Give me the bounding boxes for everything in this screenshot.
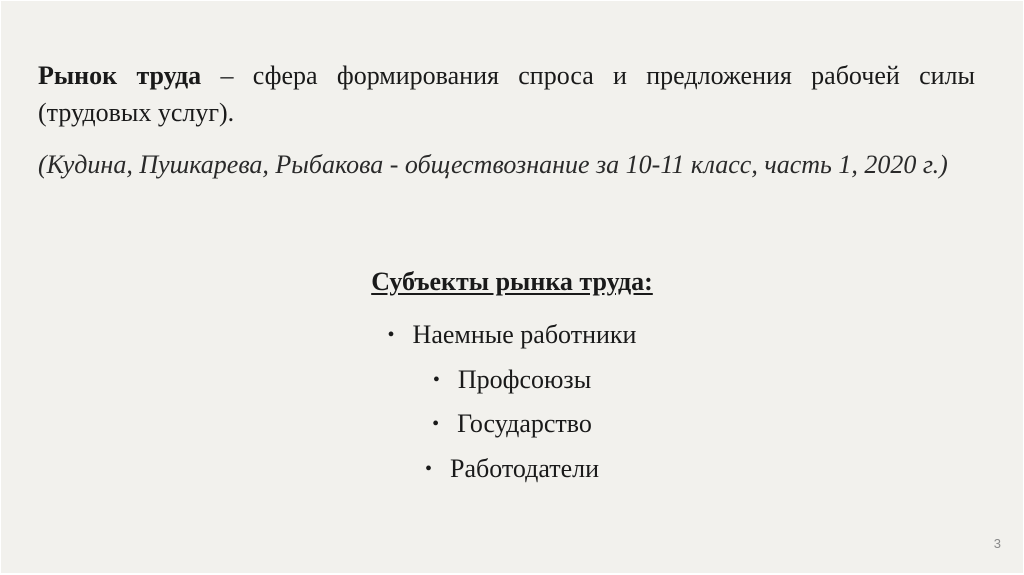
subjects-heading: Субъекты рынка труда: [371, 267, 653, 296]
list-item [1, 313, 1023, 358]
list-item-label: Профсоюзы [457, 364, 592, 394]
citation: (Кудина, Пушкарева, Рыбакова - обществознание за 10-11 класс, часть 1, 2020 г.) [38, 150, 948, 179]
page-number: 3 [993, 536, 1001, 551]
bullet-icon: • [432, 413, 440, 435]
definition-term: Рынок труда [38, 61, 202, 90]
list-item-label: Государство [457, 409, 592, 438]
list-item-label: Наемные работники [412, 320, 637, 349]
definition-paragraph [38, 57, 975, 131]
slide [1, 1, 1023, 573]
definition-text: – сфера формирования спроса и предложения рабочей силы (трудовых услуг). [38, 61, 975, 127]
subjects-list [1, 313, 1023, 491]
list-item [1, 447, 1023, 492]
list-item-label: Работодатели [449, 453, 600, 483]
bullet-icon: • [387, 324, 395, 346]
list-item [1, 358, 1023, 403]
list-item [1, 402, 1023, 447]
bullet-icon: • [424, 457, 432, 480]
bullet-icon: • [432, 368, 440, 391]
